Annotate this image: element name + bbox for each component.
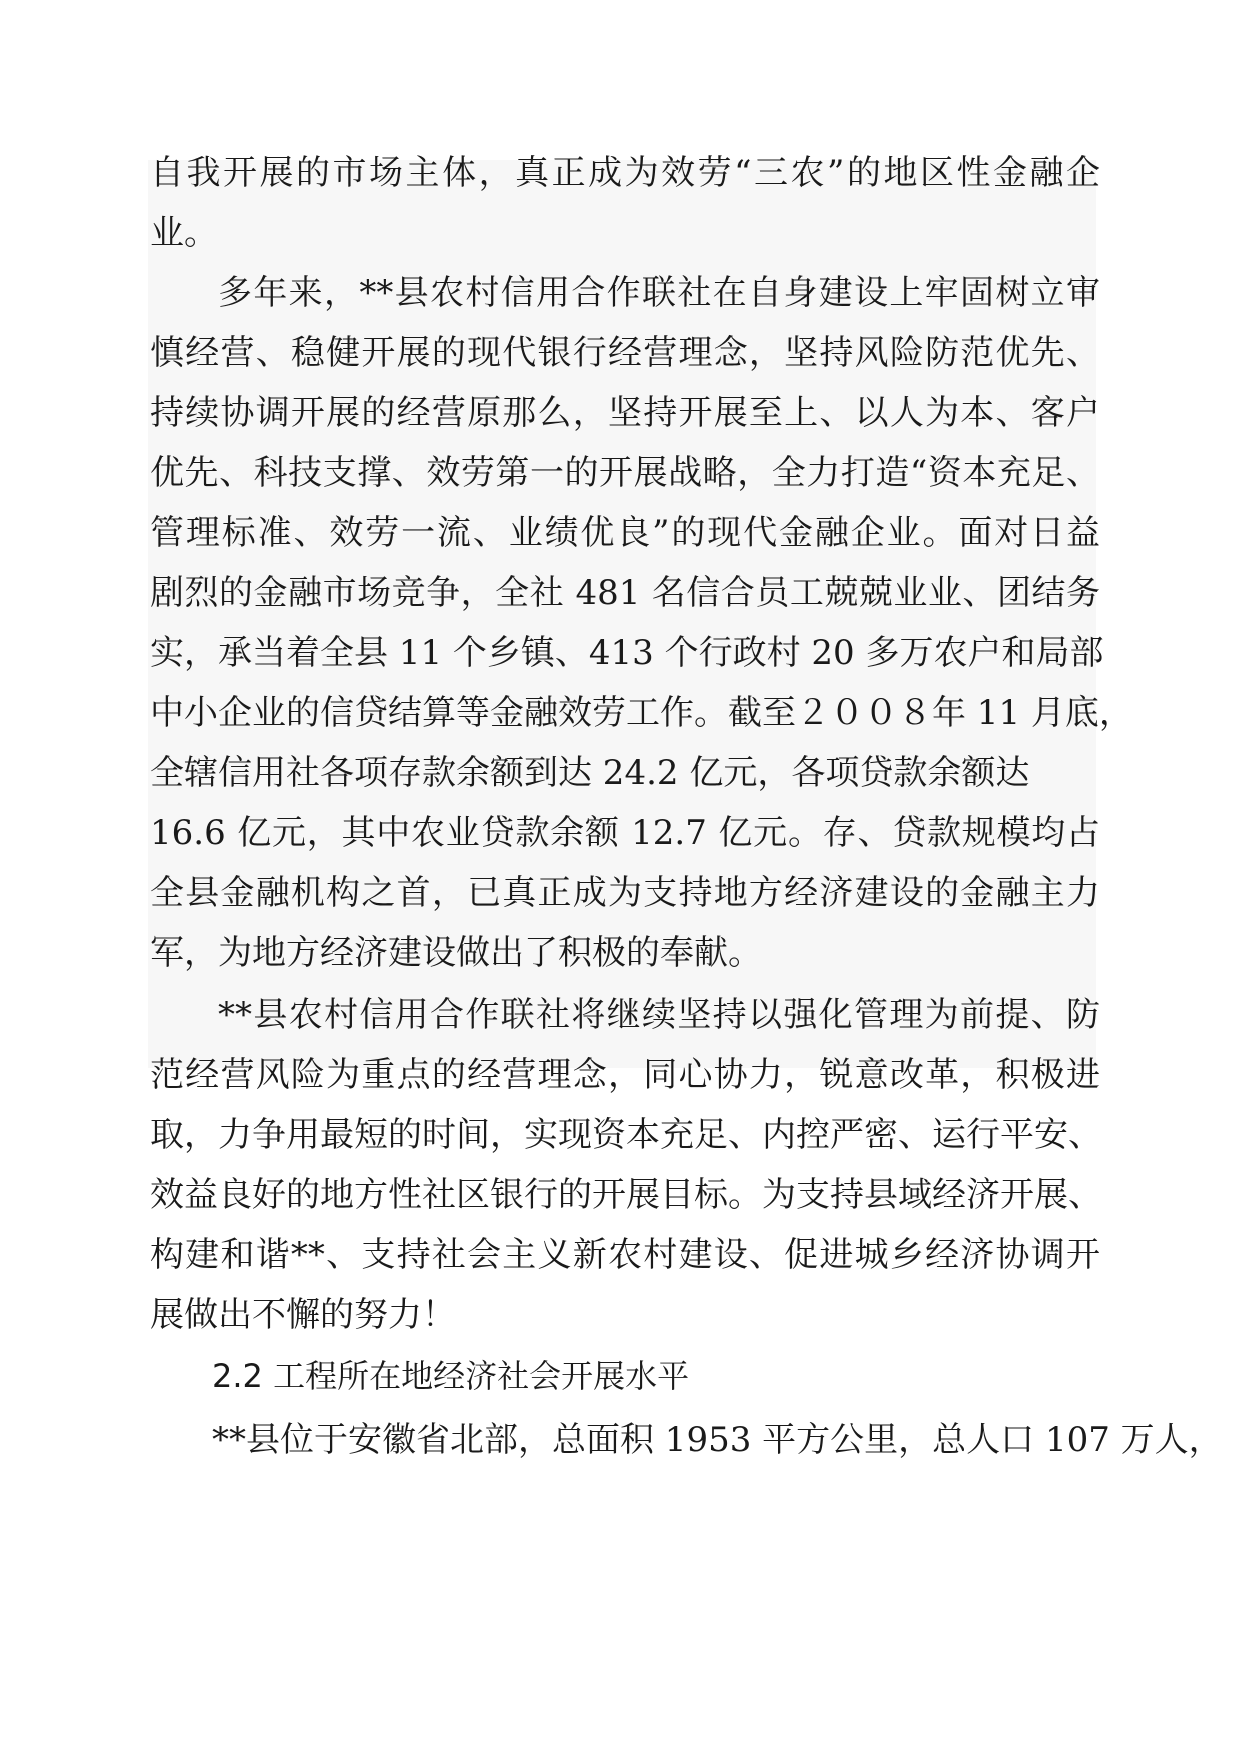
- text-line: 效益良好的地方性社区银行的开展目标。为支持县域经济开展、: [150, 1175, 1102, 1215]
- text-line: 全辖信用社各项存款余额到达 24.2 亿元，各项贷款余额达: [150, 753, 1030, 793]
- text-line: 取，力争用最短的时间，实现资本充足、内控严密、运行平安、: [150, 1115, 1102, 1155]
- text-line: 慎经营、稳健开展的现代银行经营理念，坚持风险防范优先、: [150, 333, 1100, 373]
- text-line: 剧烈的金融市场竞争，全社 481 名信合员工兢兢业业、团结务: [150, 573, 1100, 613]
- text-line: 展做出不懈的努力！: [150, 1295, 456, 1335]
- text-line: 16.6 亿元，其中农业贷款余额 12.7 亿元。存、贷款规模均占: [150, 813, 1100, 853]
- text-line: 实，承当着全县 11 个乡镇、413 个行政村 20 多万农户和局部: [150, 633, 1104, 673]
- text-line: 构建和谐**、支持社会主义新农村建设、促进城乡经济协调开: [150, 1235, 1100, 1275]
- text-line: 范经营风险为重点的经营理念，同心协力，锐意改革，积极进: [150, 1055, 1100, 1095]
- paragraph-first-line: 多年来，**县农村信用合作联社在自身建设上牢固树立审: [218, 273, 1100, 313]
- paragraph-first-line: **县位于安徽省北部，总面积 1953 平方公里，总人口 107 万人，: [212, 1420, 1223, 1460]
- text-line: 自我开展的市场主体，真正成为效劳“三农”的地区性金融企: [150, 153, 1100, 193]
- text-line: 业。: [150, 213, 218, 253]
- text-line: 中小企业的信贷结算等金融效劳工作。截至２００８年 11 月底，: [150, 693, 1133, 733]
- text-line: 优先、科技支撑、效劳第一的开展战略，全力打造“资本充足、: [150, 453, 1100, 493]
- text-line: 军，为地方经济建设做出了积极的奉献。: [150, 933, 762, 973]
- text-line: 全县金融机构之首，已真正成为支持地方经济建设的金融主力: [150, 873, 1100, 913]
- text-line: 持续协调开展的经营原那么，坚持开展至上、以人为本、客户: [150, 393, 1100, 433]
- text-line: 管理标准、效劳一流、业绩优良”的现代金融企业。面对日益: [150, 513, 1100, 553]
- section-heading: 2.2 工程所在地经济社会开展水平: [212, 1357, 690, 1395]
- paragraph-first-line: **县农村信用合作联社将继续坚持以强化管理为前提、防: [218, 995, 1100, 1035]
